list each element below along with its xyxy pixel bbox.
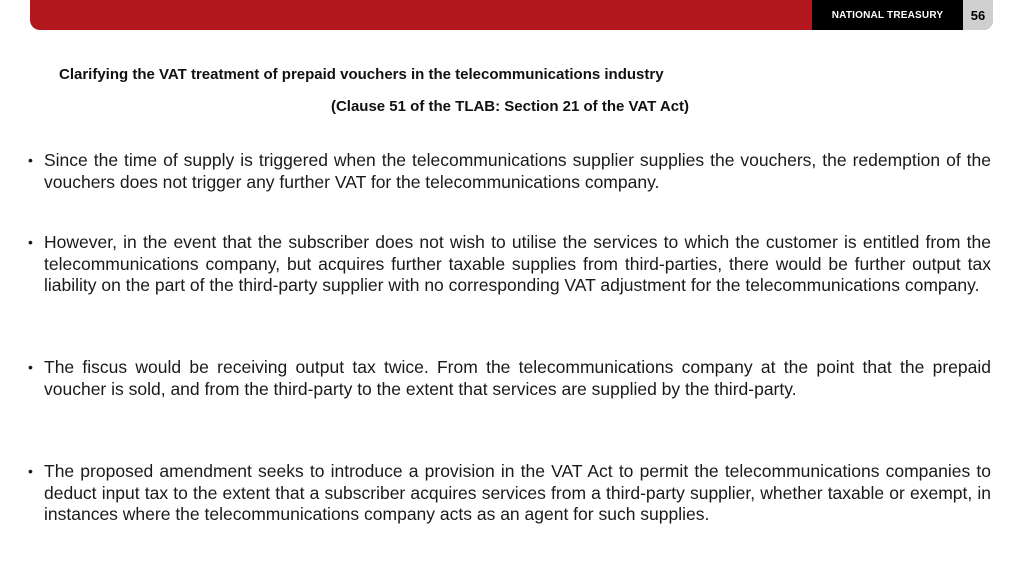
- bullet-text: The proposed amendment seeks to introduce a provision in the VAT Act to permit the telecommunications companies to deduct input tax to the extent that a subscriber acquires services from a third-party supplier, whether taxable or exempt, in instances where the telecommunications company acts as an agent for such supplies.: [44, 461, 991, 524]
- bullet-text: However, in the event that the subscriber does not wish to utilise the services to which the customer is entitled from the telecommunications company, but acquires further taxable supplies from third-parties, there would be further output tax liability on the part of the third-party supplier with no corresponding VAT adjustment for the telecommunications company.: [44, 232, 991, 295]
- bullet-item: [28, 357, 991, 400]
- bullet-marker: •: [28, 234, 33, 250]
- bullet-item: [28, 232, 991, 297]
- slide-title: Clarifying the VAT treatment of prepaid vouchers in the telecommunications industry: [59, 66, 664, 83]
- bullet-text: The fiscus would be receiving output tax twice. From the telecommunications company at the point that the prepaid voucher is sold, and from the third-party to the extent that services are supplied by the third-party.: [44, 357, 991, 399]
- bullet-marker: •: [28, 463, 33, 479]
- bullet-item: [28, 461, 991, 526]
- slide-subtitle: (Clause 51 of the TLAB: Section 21 of the VAT Act): [330, 98, 690, 115]
- bullet-marker: •: [28, 359, 33, 375]
- header-bar: [30, 0, 993, 30]
- bullet-text: Since the time of supply is triggered when the telecommunications supplier supplies the vouchers, the redemption of the vouchers does not trigger any further VAT for the telecommunications company.: [44, 150, 991, 192]
- page-number: 56: [963, 0, 993, 30]
- bullet-marker: •: [28, 152, 33, 168]
- brand-label: NATIONAL TREASURY: [812, 0, 963, 30]
- bullet-item: [28, 150, 991, 193]
